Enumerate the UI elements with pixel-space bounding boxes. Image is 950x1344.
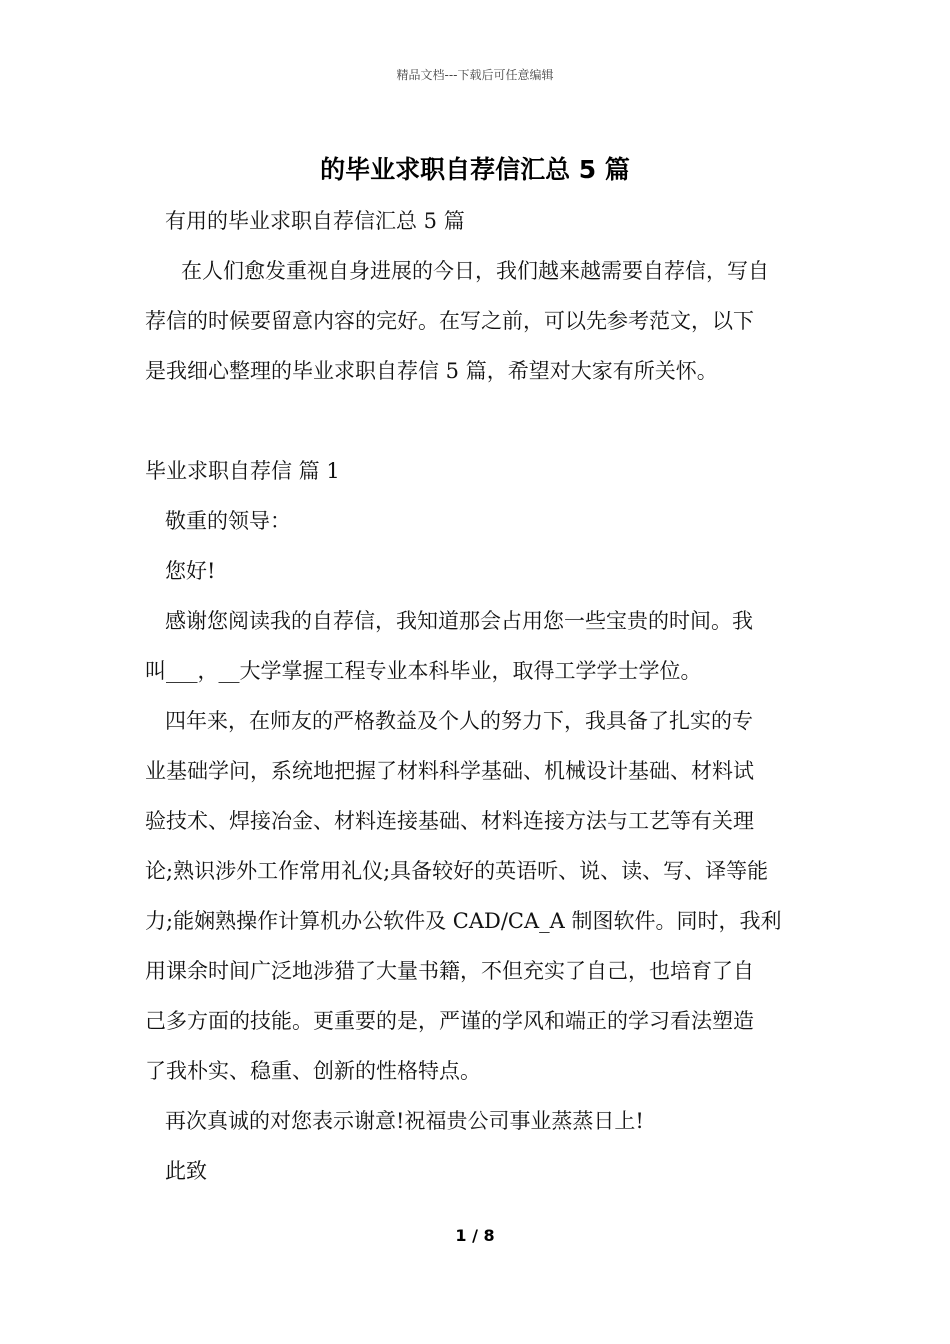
paragraph-1-line: 叫___，__大学掌握工程专业本科毕业，取得工学学士学位。 <box>145 659 702 683</box>
closing: 此致 <box>165 1159 207 1183</box>
intro-paragraph <box>145 246 807 396</box>
paragraph-2-line: 己多方面的技能。更重要的是，严谨的学风和端正的学习看法塑造 <box>145 1009 754 1033</box>
paragraph-3: 再次真诚的对您表示谢意!祝福贵公司事业蒸蒸日上! <box>165 1109 644 1133</box>
paragraph-2-line: 了我朴实、稳重、创新的性格特点。 <box>145 1059 481 1083</box>
document-subtitle-block <box>145 196 807 246</box>
greeting: 您好! <box>165 559 216 583</box>
paragraph-2-line: 用课余时间广泛地涉猎了大量书籍，不但充实了自己，也培育了自 <box>145 959 754 983</box>
document-subtitle: 有用的毕业求职自荐信汇总 5 篇 <box>165 209 465 233</box>
intro-line: 是我细心整理的毕业求职自荐信 5 篇，希望对大家有所关怀。 <box>145 359 718 383</box>
section-heading: 毕业求职自荐信 篇 1 <box>145 459 340 483</box>
paragraph-2-line: 论;熟识涉外工作常用礼仪;具备较好的英语听、说、读、写、译等能 <box>145 859 769 883</box>
salutation: 敬重的领导： <box>165 509 291 533</box>
paragraph-2-line: 力;能娴熟操作计算机办公软件及 CAD/CA_A 制图软件。同时，我利 <box>145 909 782 933</box>
letter-body <box>145 446 807 1196</box>
intro-line: 荐信的时候要留意内容的完好。在写之前，可以先参考范文，以下 <box>145 309 754 333</box>
page-number: 1 / 8 <box>455 1226 495 1245</box>
intro-line: 在人们愈发重视自身进展的今日，我们越来越需要自荐信，写自 <box>181 259 769 283</box>
paragraph-2-line: 验技术、焊接冶金、材料连接基础、材料连接方法与工艺等有关理 <box>145 809 754 833</box>
paragraph-1-line: 感谢您阅读我的自荐信，我知道那会占用您一些宝贵的时间。我 <box>165 609 753 633</box>
header-note: 精品文档---下载后可任意编辑 <box>396 68 554 82</box>
paragraph-2-line: 四年来，在师友的严格教益及个人的努力下，我具备了扎实的专 <box>165 709 753 733</box>
document-title: 的毕业求职自荐信汇总 5 篇 <box>320 155 630 184</box>
paragraph-2-line: 业基础学问，系统地把握了材料科学基础、机械设计基础、材料试 <box>145 759 754 783</box>
